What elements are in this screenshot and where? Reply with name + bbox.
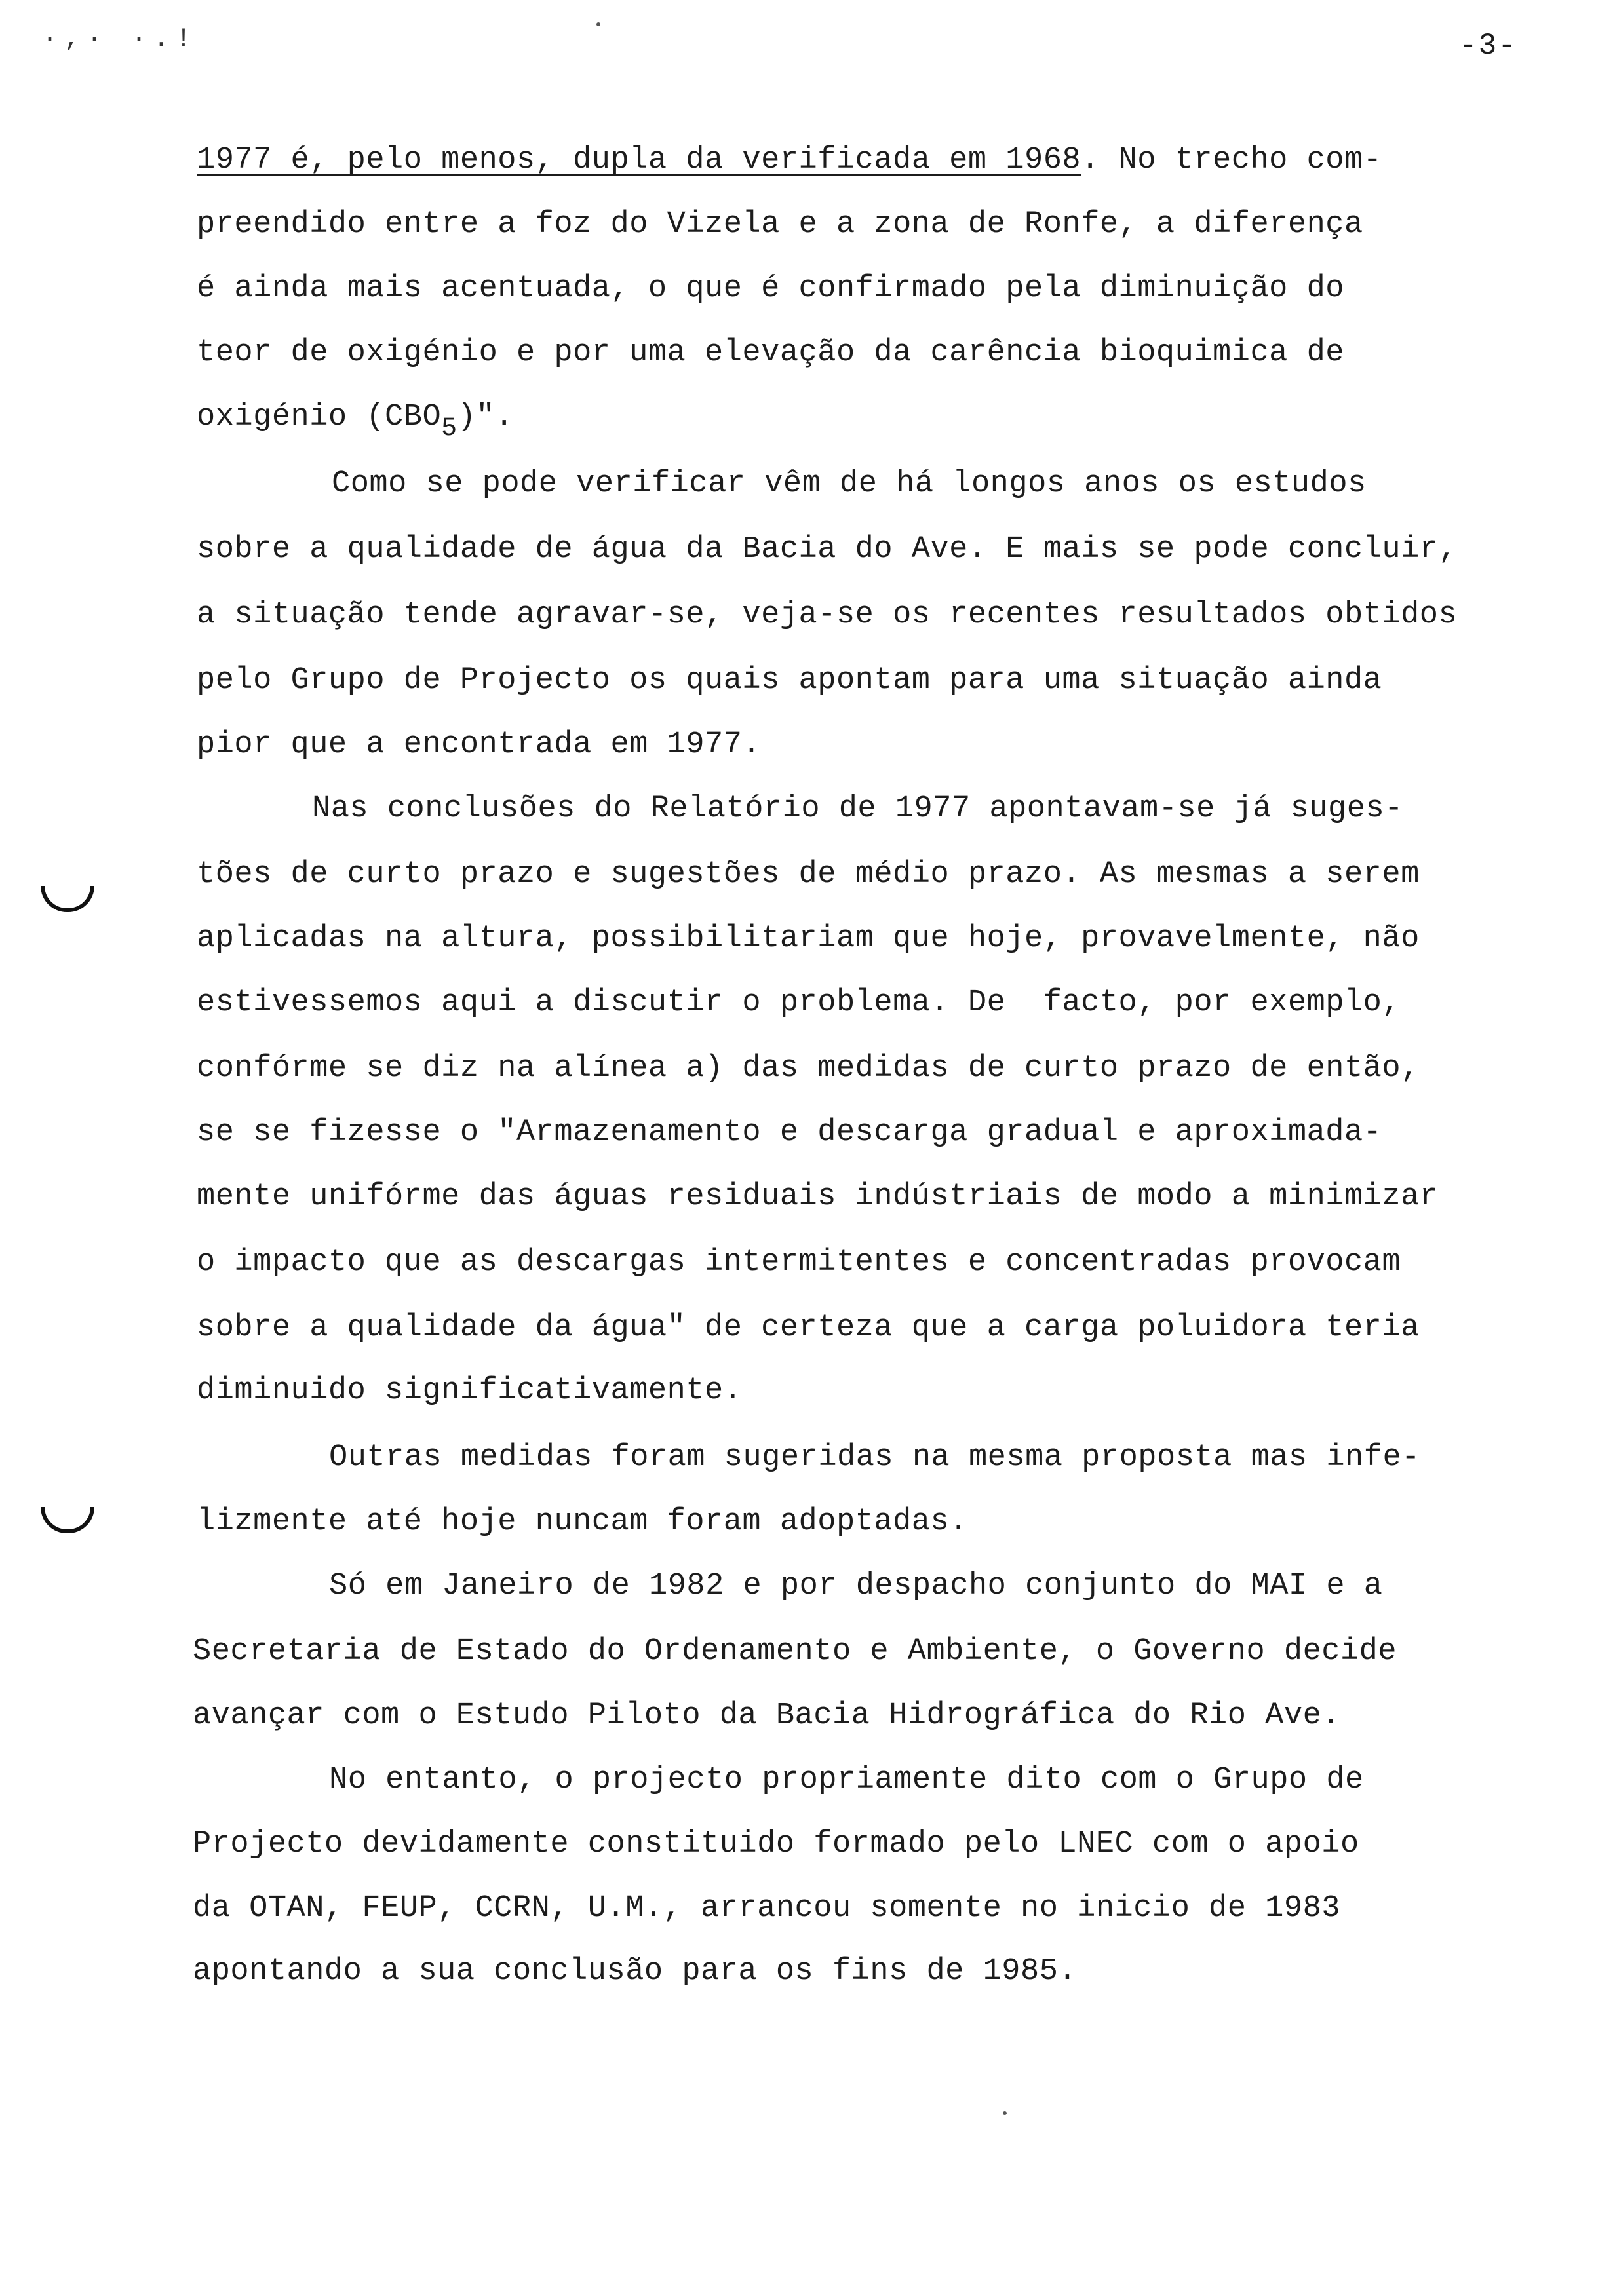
text-line: pior que a encontrada em 1977. — [197, 727, 762, 762]
punch-hole-mark-upper — [41, 886, 94, 912]
text-line: a situação tende agravar-se, veja-se os recentes resultados obtidos — [197, 598, 1458, 632]
text-line: Só em Janeiro de 1982 e por despacho conjunto do MAI e a — [329, 1569, 1383, 1603]
text-line: apontando a sua conclusão para os fins de 1985. — [193, 1954, 1078, 1989]
stray-dot-bottom — [1003, 2111, 1007, 2115]
text-line: o impacto que as descargas intermitentes e concentradas provocam — [197, 1245, 1401, 1280]
text-line — [197, 400, 514, 444]
text-line: pelo Grupo de Projecto os quais apontam para uma situação ainda — [197, 663, 1382, 698]
text-line: lizmente até hoje nuncam foram adoptadas. — [197, 1504, 968, 1539]
corner-marks: ·,· ·.! — [42, 25, 199, 54]
text-line: tões de curto prazo e sugestões de médio prazo. As mesmas a serem — [197, 857, 1420, 892]
stray-dot-top — [596, 22, 600, 26]
text-line: confórme se diz na alínea a) das medidas de curto prazo de então, — [197, 1051, 1420, 1086]
punch-hole-mark-lower — [41, 1507, 94, 1533]
subscript: 5 — [441, 414, 457, 444]
text-line: aplicadas na altura, possibilitariam que hoje, provavelmente, não — [197, 921, 1420, 956]
underlined-phrase: 1977 é, pelo menos, dupla da verificada em 1968 — [197, 143, 1081, 178]
text-line — [197, 143, 1382, 178]
text-line: sobre a qualidade de água da Bacia do Ave. E mais se pode concluir, — [197, 532, 1458, 567]
text-line: Secretaria de Estado do Ordenamento e Ambiente, o Governo decide — [193, 1634, 1397, 1669]
text-line: avançar com o Estudo Piloto da Bacia Hidrográfica do Rio Ave. — [193, 1698, 1340, 1733]
text-line: estivessemos aqui a discutir o problema. De facto, por exemplo, — [197, 985, 1401, 1020]
text-line: é ainda mais acentuada, o que é confirmado pela diminuição do — [197, 271, 1344, 306]
text-line: sobre a qualidade da água" de certeza que a carga poluidora teria — [197, 1311, 1420, 1345]
text-line: se se fizesse o "Armazenamento e descarga gradual e aproximada- — [197, 1115, 1382, 1150]
text-line: Projecto devidamente constituido formado pelo LNEC com o apoio — [193, 1827, 1359, 1862]
text-line: Outras medidas foram sugeridas na mesma proposta mas infe- — [329, 1440, 1420, 1475]
text-line: teor de oxigénio e por uma elevação da carência bioquimica de — [197, 335, 1344, 370]
text-fragment: oxigénio (CBO — [197, 400, 442, 434]
text-fragment: . No trecho com- — [1081, 143, 1382, 178]
page-number: -3- — [1459, 29, 1517, 63]
text-line: diminuido significativamente. — [197, 1373, 743, 1408]
text-line: Como se pode verificar vêm de há longos anos os estudos — [332, 467, 1367, 501]
text-line: mente unifórme das águas residuais indústriais de modo a minimizar — [197, 1179, 1439, 1214]
text-line: da OTAN, FEUP, CCRN, U.M., arrancou somente no inicio de 1983 — [193, 1891, 1340, 1926]
text-line: Nas conclusões do Relatório de 1977 apontavam-se já suges- — [312, 792, 1403, 826]
text-line: preendido entre a foz do Vizela e a zona de Ronfe, a diferença — [197, 207, 1363, 242]
text-fragment: )". — [457, 400, 514, 434]
text-line: No entanto, o projecto propriamente dito com o Grupo de — [329, 1763, 1364, 1797]
